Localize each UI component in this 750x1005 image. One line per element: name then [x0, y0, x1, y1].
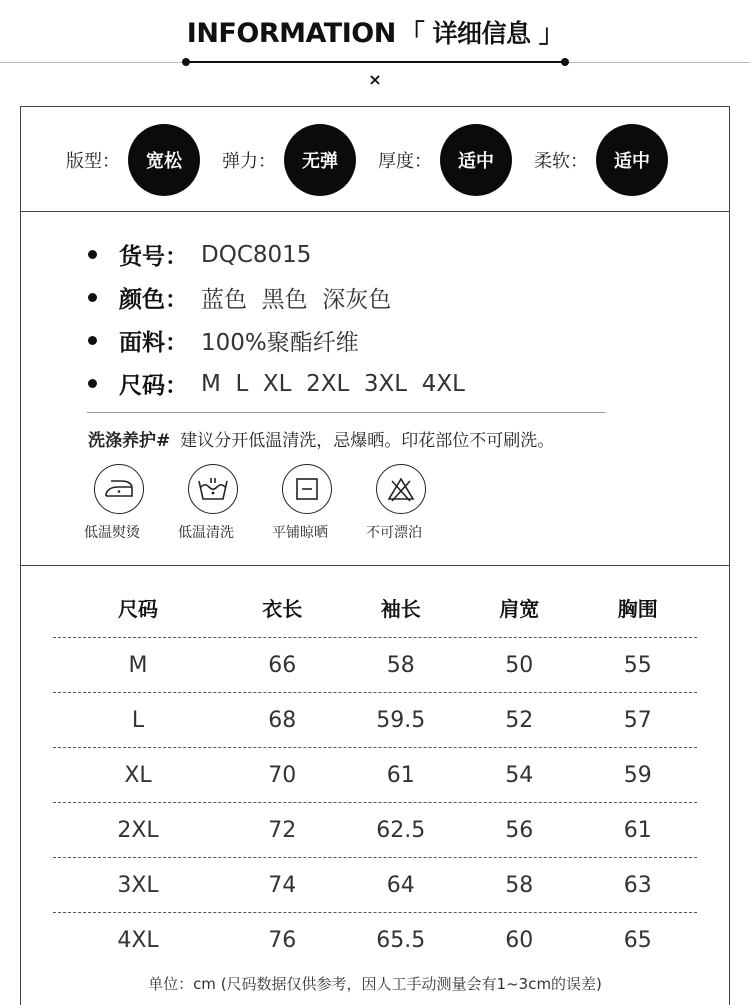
care-key: 洗涤养护# — [88, 431, 171, 451]
table-header-cell: 尺码 — [118, 596, 158, 621]
table-cell: 62.5 — [376, 817, 426, 843]
table-cell: 72 — [268, 817, 297, 843]
attribute-row — [66, 124, 690, 196]
detail-key: 货号： — [119, 244, 188, 270]
care-label: 平铺晾晒 — [272, 525, 328, 541]
table-cell: 59.5 — [376, 707, 426, 733]
care-label: 低温清洗 — [178, 525, 234, 541]
table-cell: 2XL — [117, 817, 159, 843]
table-cell: 61 — [623, 817, 652, 843]
header-title-cn: 「 详细信息 」 — [399, 19, 564, 48]
table-header-cell: 肩宽 — [499, 596, 540, 621]
attribute-label: 版型： — [66, 151, 120, 172]
table-header-cell: 衣长 — [262, 596, 303, 621]
table-cell: M — [128, 652, 148, 678]
close-icon: × — [368, 70, 382, 89]
care-item-bleach — [366, 464, 460, 542]
detail-value: M L XL 2XL 3XL 4XL — [201, 370, 465, 397]
attribute-badge: 宽松 — [128, 124, 200, 196]
header-dot-right — [561, 58, 569, 66]
header-dot-left — [182, 58, 190, 66]
table-cell: 59 — [623, 762, 652, 788]
table-cell: 52 — [505, 707, 534, 733]
attribute-badge: 无弹 — [284, 124, 356, 196]
table-cell: 56 — [505, 817, 534, 843]
table-cell: 68 — [268, 707, 297, 733]
attribute-softness — [534, 124, 668, 196]
size-table — [53, 582, 697, 967]
care-item-iron — [84, 464, 178, 542]
table-header-cell: 袖长 — [380, 596, 421, 621]
detail-item-number — [88, 233, 465, 276]
table-cell: 63 — [623, 872, 652, 898]
table-cell: 64 — [386, 872, 415, 898]
table-row — [53, 857, 697, 912]
iron-low-icon — [94, 464, 144, 514]
table-cell: 55 — [623, 652, 652, 678]
attribute-thickness — [378, 124, 512, 196]
attribute-badge: 适中 — [596, 124, 668, 196]
detail-value: 100%聚酯纤维 — [201, 330, 359, 356]
header-title-en: INFORMATION — [186, 18, 396, 49]
table-row — [53, 802, 697, 857]
table-cell: 60 — [505, 927, 534, 953]
section-divider-attributes — [20, 211, 730, 212]
care-icon-row — [84, 464, 460, 542]
table-cell: 65 — [623, 927, 652, 953]
attribute-label: 厚度： — [378, 151, 432, 172]
header-title — [0, 14, 750, 50]
bullet-icon — [88, 293, 97, 302]
product-details — [88, 233, 465, 405]
table-cell: 76 — [268, 927, 297, 953]
table-cell: 50 — [505, 652, 534, 678]
wash-low-temp-icon — [188, 464, 238, 514]
table-header-cell: 胸围 — [617, 596, 658, 621]
table-cell: 3XL — [117, 872, 159, 898]
care-text: 建议分开低温清洗，忌爆晒。印花部位不可刷洗。 — [180, 431, 555, 451]
bullet-icon — [88, 379, 97, 388]
section-divider-table — [20, 565, 730, 566]
table-cell: 66 — [268, 652, 297, 678]
care-label: 低温熨烫 — [84, 525, 140, 541]
care-item-wash — [178, 464, 272, 542]
care-label: 不可漂泊 — [366, 525, 422, 541]
table-cell: 58 — [386, 652, 415, 678]
detail-color — [88, 276, 465, 319]
attribute-fit — [66, 124, 200, 196]
table-row — [53, 912, 697, 967]
care-item-dry — [272, 464, 366, 542]
no-bleach-icon — [376, 464, 426, 514]
measurement-footnote: 单位：cm (尺码数据仅供参考，因人工手动测量会有1~3cm的误差) — [148, 975, 602, 993]
attribute-label: 弹力： — [222, 151, 276, 172]
detail-value: DQC8015 — [201, 241, 312, 268]
table-row — [53, 637, 697, 692]
attribute-label: 柔软： — [534, 151, 588, 172]
detail-key: 面料： — [119, 330, 188, 356]
dry-flat-icon — [282, 464, 332, 514]
care-instructions — [88, 426, 554, 451]
bullet-icon — [88, 336, 97, 345]
table-cell: 65.5 — [376, 927, 426, 953]
care-divider — [87, 412, 605, 413]
attribute-elasticity — [222, 124, 356, 196]
table-cell: 57 — [623, 707, 652, 733]
detail-fabric — [88, 319, 465, 362]
table-cell: L — [131, 707, 145, 733]
table-cell: 4XL — [117, 927, 159, 953]
header-accent-line — [186, 61, 564, 63]
table-cell: 54 — [505, 762, 534, 788]
bullet-icon — [88, 250, 97, 259]
table-cell: XL — [124, 762, 152, 788]
detail-size — [88, 362, 465, 405]
detail-key: 尺码： — [119, 373, 188, 399]
table-row — [53, 747, 697, 802]
table-cell: 61 — [386, 762, 415, 788]
table-header-row — [53, 582, 697, 632]
table-cell: 58 — [505, 872, 534, 898]
table-row — [53, 692, 697, 747]
detail-value: 蓝色 黑色 深灰色 — [201, 287, 392, 313]
attribute-badge: 适中 — [440, 124, 512, 196]
detail-key: 颜色： — [119, 287, 188, 313]
table-cell: 70 — [268, 762, 297, 788]
table-cell: 74 — [268, 872, 297, 898]
